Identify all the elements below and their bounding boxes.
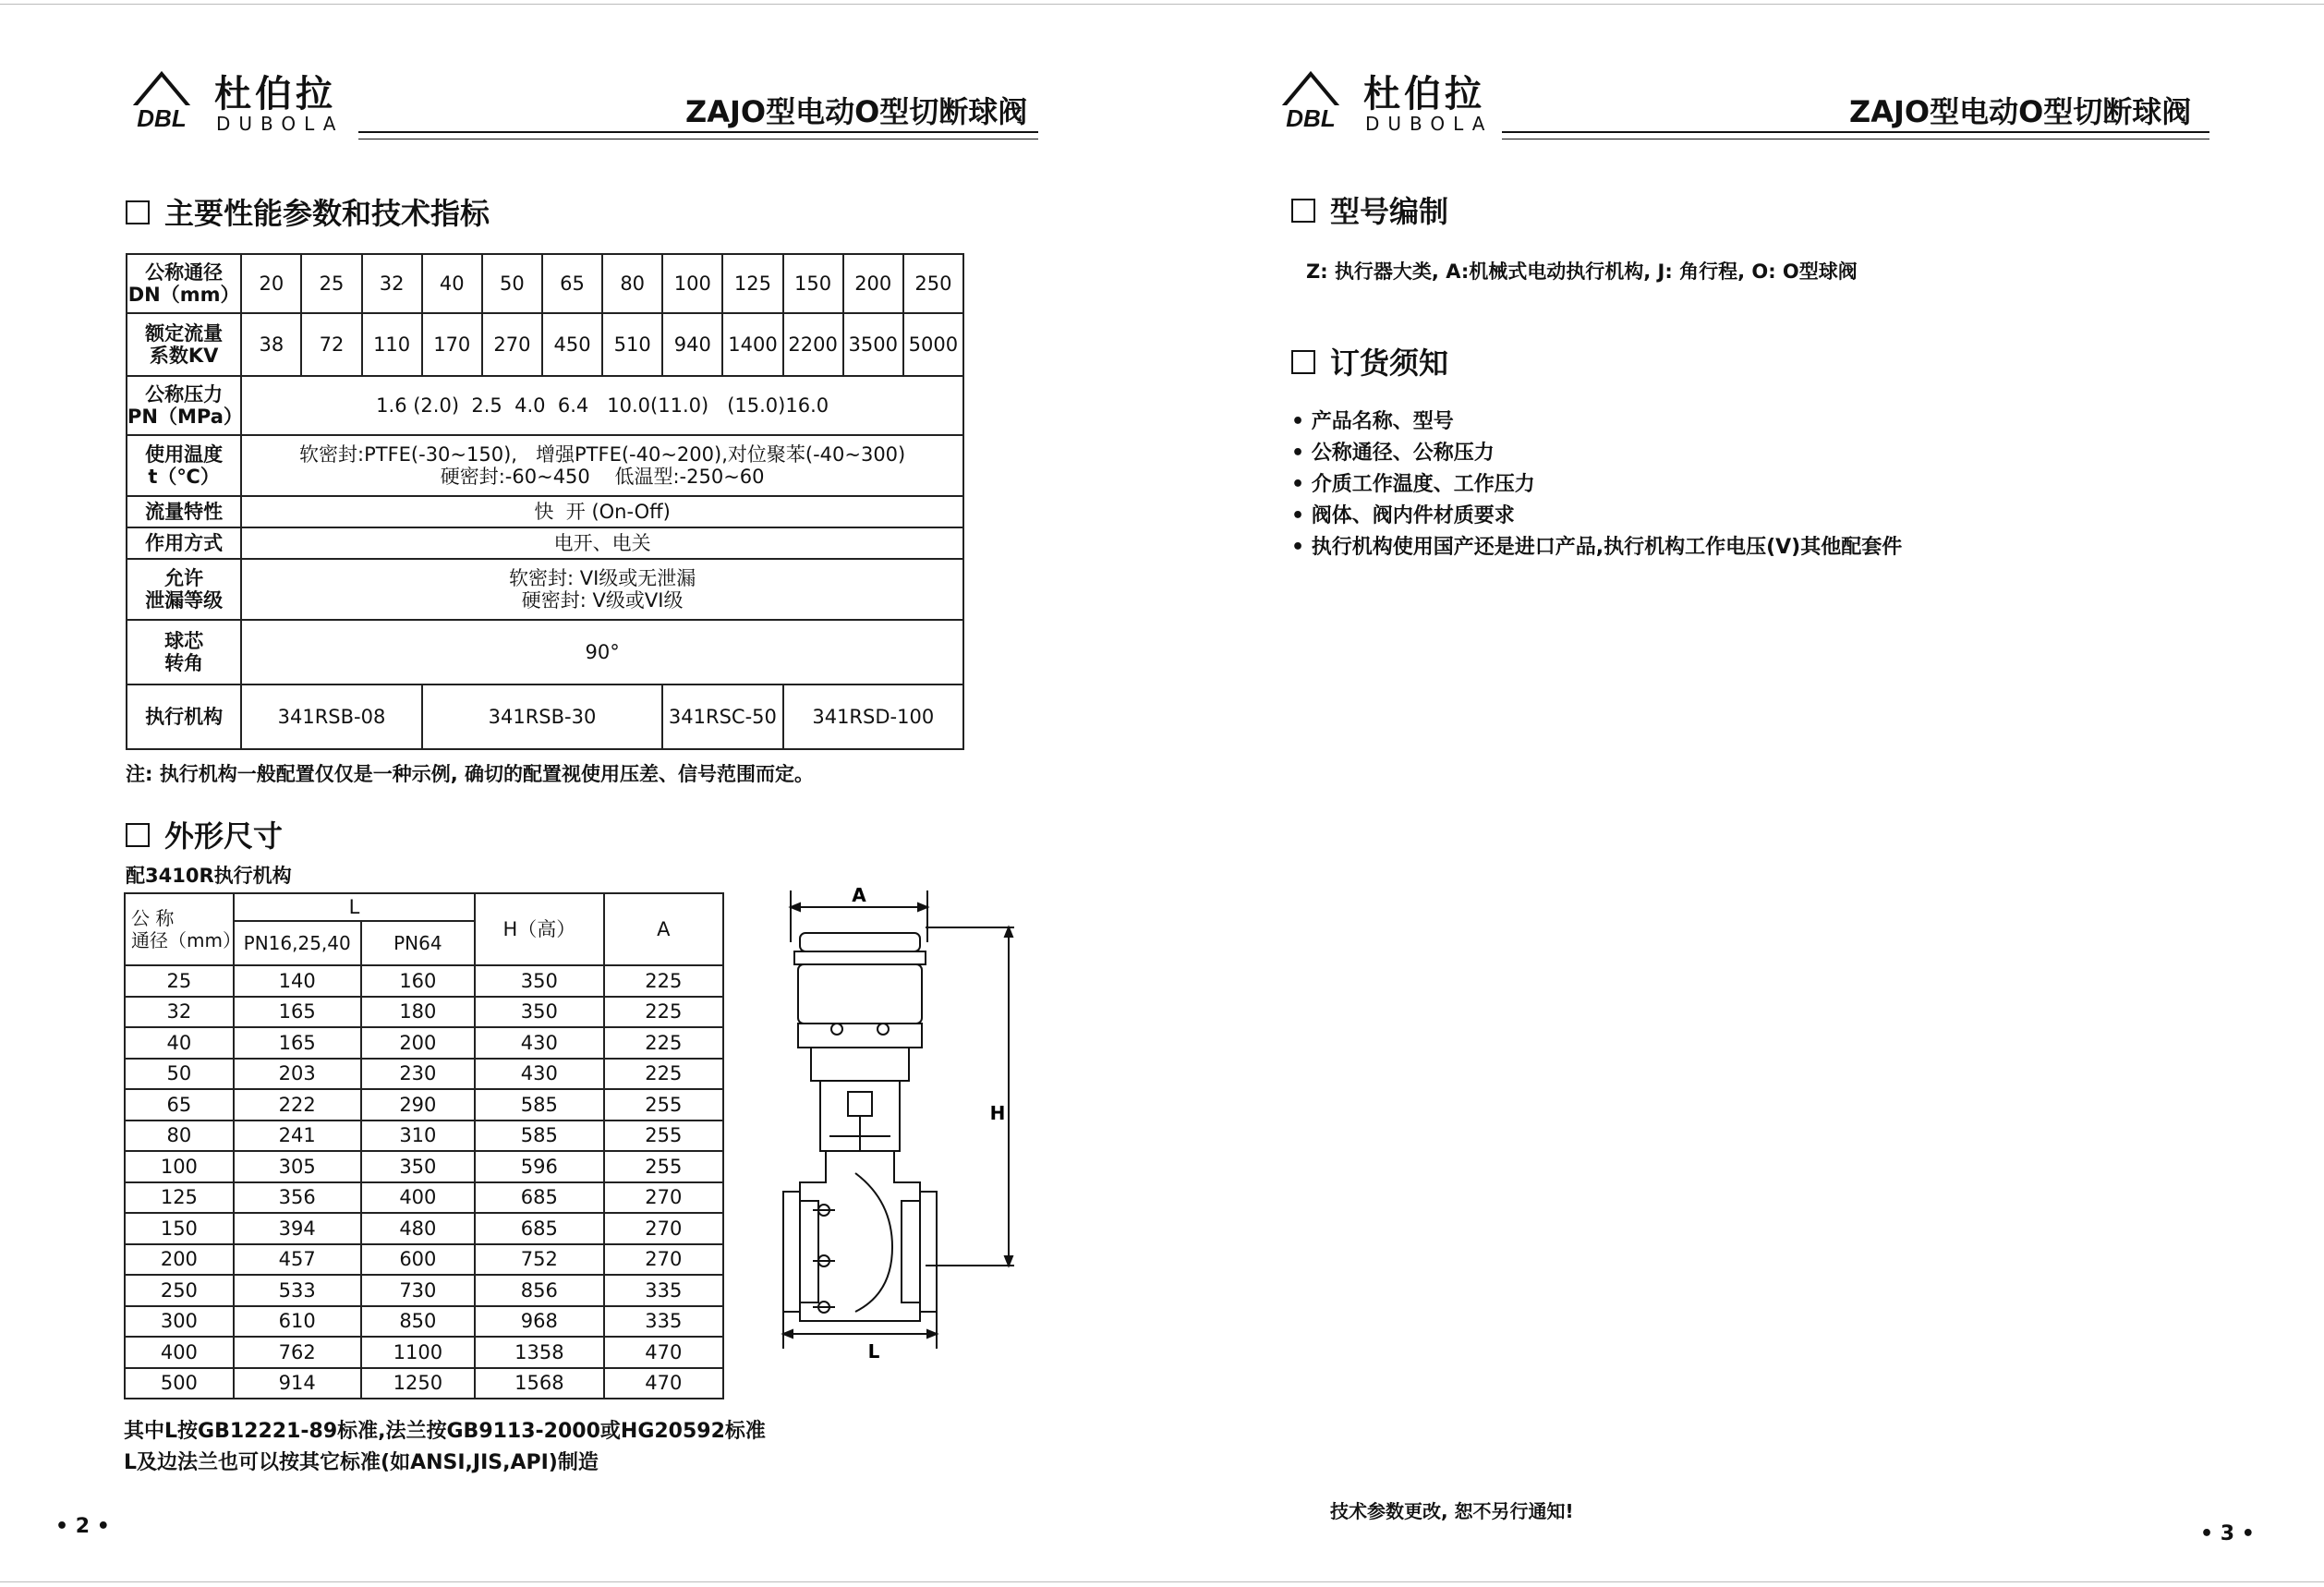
temp-value [241, 435, 963, 496]
table-row [127, 620, 963, 684]
dn-cell: 100 [662, 254, 722, 313]
table-cell: 165 [234, 997, 361, 1028]
header-H: H（高） [475, 893, 603, 965]
table-cell: 225 [604, 1059, 723, 1090]
row-label-actuator: 执行机构 [127, 684, 241, 749]
dn-cell: 50 [482, 254, 542, 313]
table-cell: 1100 [361, 1337, 476, 1368]
page-edge-bottom [0, 1581, 1162, 1582]
dn-cell: 32 [362, 254, 422, 313]
table-row [127, 313, 963, 376]
table-row [127, 527, 963, 559]
page-edge-bottom [1162, 1581, 2324, 1582]
leakage-hard: 硬密封: V级或VI级 [521, 589, 684, 612]
dimension-table-body [125, 965, 723, 1399]
table-row [125, 1337, 723, 1368]
table-cell: 200 [361, 1027, 476, 1059]
table-row [127, 376, 963, 435]
table-cell: 752 [475, 1244, 603, 1276]
kv-cell: 450 [542, 313, 602, 376]
dn-cell: 20 [241, 254, 301, 313]
kv-cell: 2200 [783, 313, 843, 376]
table-row [125, 1213, 723, 1244]
table-row [125, 997, 723, 1028]
table-cell: 255 [604, 1089, 723, 1121]
pn-value: 1.6 (2.0) 2.5 4.0 6.4 10.0(11.0) (15.0)16.0 [241, 376, 963, 435]
table-cell: 310 [361, 1121, 476, 1152]
right-page [1162, 0, 2324, 1587]
table-cell: 335 [604, 1275, 723, 1306]
dn-cell: 80 [602, 254, 662, 313]
leakage-soft: 软密封: VI级或无泄漏 [508, 567, 696, 589]
row-label-dn: 公称通径 DN（mm） [127, 254, 241, 313]
header-pn64: PN64 [361, 921, 476, 965]
table-cell: 350 [475, 965, 603, 997]
dn-cell: 200 [843, 254, 903, 313]
drawing-label-H: H [989, 1102, 1006, 1124]
action-value: 电开、电关 [241, 527, 963, 559]
table-cell: 762 [234, 1337, 361, 1368]
table-cell: 1358 [475, 1337, 603, 1368]
table-cell: 255 [604, 1151, 723, 1182]
table-row [125, 965, 723, 997]
table-cell: 457 [234, 1244, 361, 1276]
table-cell: 270 [604, 1182, 723, 1214]
table-cell: 225 [604, 997, 723, 1028]
table-cell: 222 [234, 1089, 361, 1121]
table-cell: 400 [125, 1337, 234, 1368]
table-cell: 470 [604, 1368, 723, 1399]
table-cell: 685 [475, 1182, 603, 1214]
table-cell: 150 [125, 1213, 234, 1244]
dn-cell: 40 [422, 254, 482, 313]
table-cell: 160 [361, 965, 476, 997]
table-row [125, 1089, 723, 1121]
kv-cell: 170 [422, 313, 482, 376]
brand-name-en: DUBOLA [1365, 113, 1494, 135]
row-label-action: 作用方式 [127, 527, 241, 559]
table-cell: 270 [604, 1213, 723, 1244]
table-row [125, 1027, 723, 1059]
page-edge-top [0, 4, 1162, 5]
kv-cell: 3500 [843, 313, 903, 376]
model-code-text: Z: 执行器大类, A:机械式电动执行机构, J: 角行程, O: O型球阀 [1306, 260, 1858, 283]
list-item: • 介质工作温度、工作压力 [1291, 473, 1535, 496]
section-title-model: 型号编制 [1291, 188, 1448, 231]
table-cell: 65 [125, 1089, 234, 1121]
dimension-table [124, 892, 724, 1399]
doc-title: ZAJO型电动O型切断球阀 [1849, 94, 2192, 129]
table-cell: 230 [361, 1059, 476, 1090]
checkbox-icon [126, 823, 150, 847]
spec-note: 注: 执行机构一般配置仅仅是一种示例, 确切的配置视使用压差、信号范围而定。 [126, 763, 814, 785]
table-cell: 255 [604, 1121, 723, 1152]
brand-name-cn: 杜伯拉 [214, 73, 336, 115]
leakage-value [241, 559, 963, 620]
table-cell: 225 [604, 1027, 723, 1059]
header-rule [1502, 131, 2209, 139]
table-cell: 610 [234, 1306, 361, 1338]
table-cell: 241 [234, 1121, 361, 1152]
table-cell: 856 [475, 1275, 603, 1306]
table-cell: 335 [604, 1306, 723, 1338]
table-row [127, 435, 963, 496]
table-cell: 32 [125, 997, 234, 1028]
header-L: L [234, 893, 475, 921]
actuator-cell: 341RSD-100 [783, 684, 963, 749]
kv-cell: 940 [662, 313, 722, 376]
table-row [125, 1121, 723, 1152]
checkbox-icon [1291, 199, 1315, 223]
table-cell: 470 [604, 1337, 723, 1368]
actuator-cell: 341RSC-50 [662, 684, 782, 749]
page-edge-top [1162, 4, 2324, 5]
temp-hard-seal: 硬密封:-60~450 低温型:-250~60 [440, 466, 765, 488]
table-row [127, 559, 963, 620]
table-cell: 1250 [361, 1368, 476, 1399]
spec-table [126, 253, 964, 750]
dn-cell: 150 [783, 254, 843, 313]
header-rule [358, 131, 1038, 139]
table-cell: 225 [604, 965, 723, 997]
kv-cell: 110 [362, 313, 422, 376]
header-dn: 公 称 通径（mm） [125, 893, 234, 965]
list-item: • 阀体、阀内件材质要求 [1291, 504, 1515, 527]
table-cell: 40 [125, 1027, 234, 1059]
table-row [125, 1151, 723, 1182]
table-cell: 400 [361, 1182, 476, 1214]
list-item: • 执行机构使用国产还是进口产品,执行机构工作电压(V)其他配套件 [1291, 536, 1903, 559]
table-cell: 596 [475, 1151, 603, 1182]
page-number: • 3 • [2200, 1522, 2255, 1545]
table-row [125, 1275, 723, 1306]
table-cell: 290 [361, 1089, 476, 1121]
section-title-dimensions: 外形尺寸 [126, 813, 283, 855]
table-cell: 430 [475, 1027, 603, 1059]
table-cell: 585 [475, 1121, 603, 1152]
table-cell: 140 [234, 965, 361, 997]
kv-cell: 510 [602, 313, 662, 376]
dn-cell: 25 [301, 254, 361, 313]
table-cell: 300 [125, 1306, 234, 1338]
table-cell: 100 [125, 1151, 234, 1182]
table-cell: 250 [125, 1275, 234, 1306]
dn-cell: 250 [903, 254, 963, 313]
table-cell: 80 [125, 1121, 234, 1152]
row-label-pn: 公称压力 PN（MPa） [127, 376, 241, 435]
kv-cell: 270 [482, 313, 542, 376]
table-row [125, 1306, 723, 1338]
table-cell: 125 [125, 1182, 234, 1214]
dbl-logo-icon [111, 68, 212, 129]
table-row [125, 1059, 723, 1090]
list-item: • 产品名称、型号 [1291, 410, 1454, 433]
row-label-leakage: 允许 泄漏等级 [127, 559, 241, 620]
table-cell: 356 [234, 1182, 361, 1214]
drawing-label-A: A [852, 884, 866, 906]
table-cell: 25 [125, 965, 234, 997]
dn-cell: 125 [722, 254, 782, 313]
checkbox-icon [1291, 350, 1315, 374]
table-row [127, 254, 963, 313]
table-row [127, 684, 963, 749]
list-item: • 公称通径、公称压力 [1291, 442, 1495, 465]
section-title-specs: 主要性能参数和技术指标 [126, 190, 490, 233]
rotation-value: 90° [241, 620, 963, 684]
dimension-subtitle: 配3410R执行机构 [126, 865, 292, 887]
table-cell: 350 [475, 997, 603, 1028]
flow-value: 快 开 (On-Off) [241, 496, 963, 527]
doc-title: ZAJO型电动O型切断球阀 [685, 94, 1028, 129]
table-cell: 165 [234, 1027, 361, 1059]
section-title-ordering: 订货须知 [1291, 340, 1448, 382]
row-label-kv: 额定流量 系数KV [127, 313, 241, 376]
table-header-row [125, 893, 723, 921]
actuator-cell: 341RSB-30 [422, 684, 663, 749]
kv-cell: 72 [301, 313, 361, 376]
drawing-label-L: L [867, 1340, 880, 1363]
kv-cell: 5000 [903, 313, 963, 376]
table-row [125, 1244, 723, 1276]
temp-soft-seal: 软密封:PTFE(-30~150), 增强PTFE(-40~200),对位聚苯(-40~300) [299, 443, 906, 466]
table-cell: 180 [361, 997, 476, 1028]
svg-text:DBL: DBL [1286, 104, 1336, 129]
table-cell: 430 [475, 1059, 603, 1090]
kv-cell: 1400 [722, 313, 782, 376]
header-pn16: PN16,25,40 [234, 921, 361, 965]
table-row [127, 496, 963, 527]
page-number: • 2 • [55, 1515, 110, 1538]
ordering-list [1291, 406, 1902, 563]
table-cell: 585 [475, 1089, 603, 1121]
brand-name-cn: 杜伯拉 [1363, 73, 1485, 115]
table-cell: 50 [125, 1059, 234, 1090]
table-cell: 730 [361, 1275, 476, 1306]
table-cell: 480 [361, 1213, 476, 1244]
kv-cell: 38 [241, 313, 301, 376]
row-label-flow: 流量特性 [127, 496, 241, 527]
row-label-rotation: 球芯 转角 [127, 620, 241, 684]
dn-cell: 65 [542, 254, 602, 313]
valve-drawing [772, 878, 1031, 1376]
table-cell: 394 [234, 1213, 361, 1244]
table-cell: 200 [125, 1244, 234, 1276]
table-cell: 533 [234, 1275, 361, 1306]
dbl-logo-icon [1260, 68, 1362, 129]
brand-name-en: DUBOLA [216, 113, 345, 135]
table-cell: 685 [475, 1213, 603, 1244]
table-cell: 1568 [475, 1368, 603, 1399]
table-row [125, 1182, 723, 1214]
dimension-note-2: L及边法兰也可以按其它标准(如ANSI,JIS,API)制造 [124, 1451, 599, 1474]
table-cell: 968 [475, 1306, 603, 1338]
row-label-temp: 使用温度 t（℃） [127, 435, 241, 496]
table-cell: 850 [361, 1306, 476, 1338]
table-cell: 600 [361, 1244, 476, 1276]
table-cell: 500 [125, 1368, 234, 1399]
svg-text:DBL: DBL [137, 104, 187, 129]
footer-note: 技术参数更改, 恕不另行通知! [1330, 1500, 1574, 1522]
table-cell: 270 [604, 1244, 723, 1276]
actuator-cell: 341RSB-08 [241, 684, 421, 749]
table-cell: 914 [234, 1368, 361, 1399]
table-cell: 350 [361, 1151, 476, 1182]
table-cell: 203 [234, 1059, 361, 1090]
dimension-note-1: 其中L按GB12221-89标准,法兰按GB9113-2000或HG20592标准 [124, 1420, 766, 1443]
checkbox-icon [126, 200, 150, 224]
header-A: A [604, 893, 723, 965]
table-cell: 305 [234, 1151, 361, 1182]
table-row [125, 1368, 723, 1399]
